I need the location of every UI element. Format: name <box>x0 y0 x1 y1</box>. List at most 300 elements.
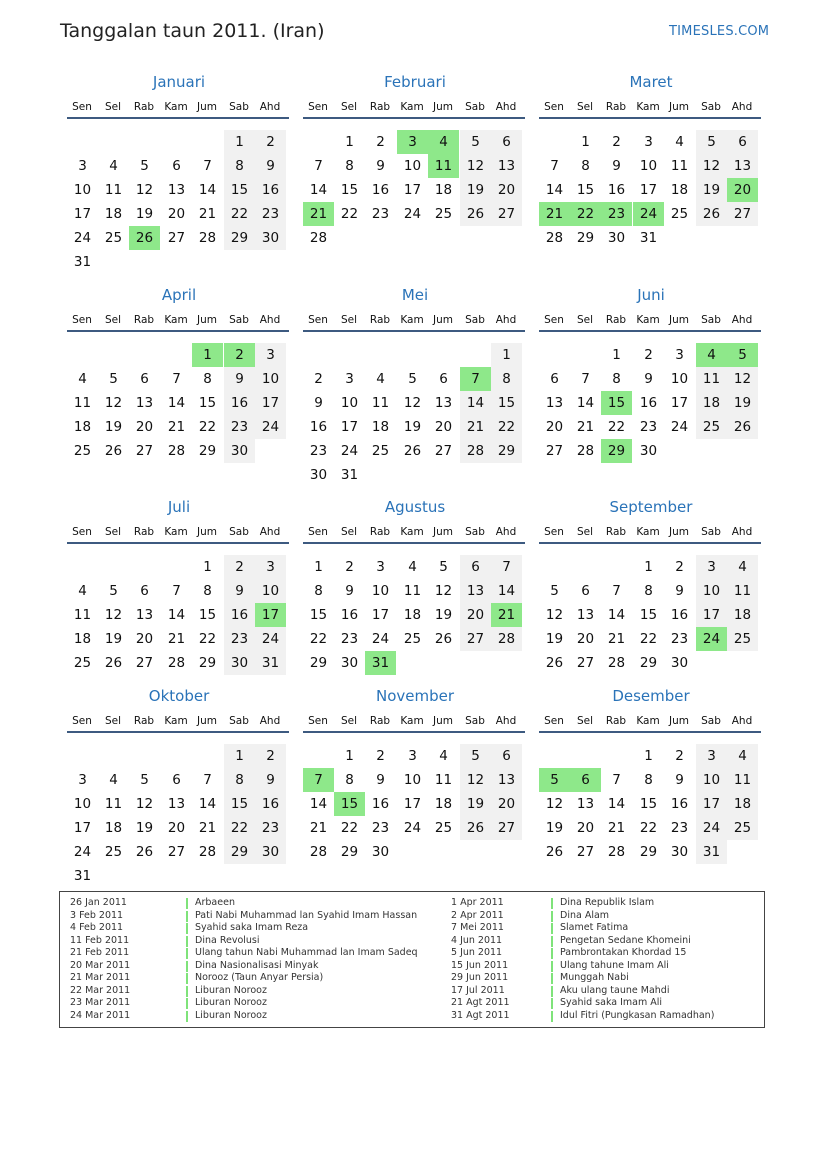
day-cell[interactable]: 6 <box>581 583 590 599</box>
day-cell[interactable]: 26 <box>434 631 453 647</box>
day-cell[interactable]: 8 <box>224 768 255 792</box>
day-cell[interactable]: 14 <box>607 796 626 812</box>
day-cell[interactable]: 28 <box>167 655 186 671</box>
day-cell[interactable]: 31 <box>639 230 658 246</box>
day-cell[interactable]: 12 <box>696 154 727 178</box>
day-cell[interactable]: 7 <box>203 772 212 788</box>
day-cell[interactable]: 29 <box>224 840 255 864</box>
day-cell[interactable]: 18 <box>696 391 727 415</box>
day-cell[interactable]: 17 <box>696 792 727 816</box>
day-cell[interactable]: 9 <box>345 583 354 599</box>
day-cell[interactable]: 30 <box>224 651 255 675</box>
day-cell[interactable]: 4 <box>78 583 87 599</box>
day-cell[interactable]: 31 <box>73 254 92 270</box>
day-cell[interactable]: 24 <box>73 844 92 860</box>
day-cell[interactable]: 15 <box>639 796 658 812</box>
day-cell[interactable]: 22 <box>639 820 658 836</box>
day-cell[interactable]: 11 <box>403 583 422 599</box>
day-cell[interactable]: 9 <box>675 772 684 788</box>
day-cell[interactable]: 9 <box>376 158 385 174</box>
day-cell[interactable]: 22 <box>340 820 359 836</box>
day-cell[interactable]: 30 <box>255 226 286 250</box>
day-cell[interactable]: 10 <box>371 583 390 599</box>
day-cell[interactable]: 3 <box>408 748 417 764</box>
day-cell[interactable]: 6 <box>550 371 559 387</box>
day-cell[interactable]: 6 <box>140 371 149 387</box>
holiday-day-cell[interactable]: 6 <box>570 768 601 792</box>
holiday-day-cell[interactable]: 24 <box>696 627 727 651</box>
day-cell[interactable]: 26 <box>727 415 758 439</box>
day-cell[interactable]: 11 <box>670 158 689 174</box>
day-cell[interactable]: 30 <box>255 840 286 864</box>
day-cell[interactable]: 6 <box>172 158 181 174</box>
day-cell[interactable]: 6 <box>439 371 448 387</box>
day-cell[interactable]: 10 <box>340 395 359 411</box>
day-cell[interactable]: 12 <box>727 367 758 391</box>
day-cell[interactable]: 11 <box>371 395 390 411</box>
day-cell[interactable]: 25 <box>371 443 390 459</box>
day-cell[interactable]: 19 <box>696 178 727 202</box>
day-cell[interactable]: 27 <box>545 443 564 459</box>
day-cell[interactable]: 3 <box>696 744 727 768</box>
holiday-day-cell[interactable]: 1 <box>192 343 223 367</box>
holiday-day-cell[interactable]: 24 <box>633 202 664 226</box>
day-cell[interactable]: 27 <box>135 443 154 459</box>
holiday-day-cell[interactable]: 15 <box>601 391 632 415</box>
day-cell[interactable]: 20 <box>167 820 186 836</box>
day-cell[interactable]: 22 <box>340 206 359 222</box>
day-cell[interactable]: 21 <box>607 631 626 647</box>
day-cell[interactable]: 12 <box>135 796 154 812</box>
day-cell[interactable]: 13 <box>491 154 522 178</box>
day-cell[interactable]: 25 <box>670 206 689 222</box>
day-cell[interactable]: 21 <box>167 631 186 647</box>
day-cell[interactable]: 24 <box>340 443 359 459</box>
day-cell[interactable]: 9 <box>224 367 255 391</box>
day-cell[interactable]: 17 <box>73 206 92 222</box>
day-cell[interactable]: 12 <box>545 796 564 812</box>
day-cell[interactable]: 11 <box>727 768 758 792</box>
day-cell[interactable]: 5 <box>140 158 149 174</box>
day-cell[interactable]: 7 <box>550 158 559 174</box>
day-cell[interactable]: 16 <box>639 395 658 411</box>
day-cell[interactable]: 18 <box>73 631 92 647</box>
day-cell[interactable]: 10 <box>73 182 92 198</box>
day-cell[interactable]: 24 <box>696 816 727 840</box>
day-cell[interactable]: 28 <box>491 627 522 651</box>
day-cell[interactable]: 2 <box>644 347 653 363</box>
day-cell[interactable]: 23 <box>224 415 255 439</box>
day-cell[interactable]: 27 <box>491 816 522 840</box>
holiday-day-cell[interactable]: 20 <box>727 178 758 202</box>
day-cell[interactable]: 14 <box>491 579 522 603</box>
day-cell[interactable]: 5 <box>109 583 118 599</box>
day-cell[interactable]: 27 <box>167 844 186 860</box>
day-cell[interactable]: 1 <box>314 559 323 575</box>
day-cell[interactable]: 3 <box>376 559 385 575</box>
day-cell[interactable]: 10 <box>255 579 286 603</box>
day-cell[interactable]: 19 <box>104 631 123 647</box>
day-cell[interactable]: 29 <box>198 655 217 671</box>
day-cell[interactable]: 28 <box>198 230 217 246</box>
day-cell[interactable]: 15 <box>576 182 595 198</box>
day-cell[interactable]: 10 <box>696 768 727 792</box>
day-cell[interactable]: 13 <box>545 395 564 411</box>
day-cell[interactable]: 11 <box>73 395 92 411</box>
day-cell[interactable]: 8 <box>345 772 354 788</box>
day-cell[interactable]: 24 <box>73 230 92 246</box>
day-cell[interactable]: 26 <box>696 202 727 226</box>
day-cell[interactable]: 9 <box>675 583 684 599</box>
holiday-day-cell[interactable]: 11 <box>428 154 459 178</box>
day-cell[interactable]: 1 <box>224 744 255 768</box>
day-cell[interactable]: 5 <box>109 371 118 387</box>
day-cell[interactable]: 8 <box>314 583 323 599</box>
day-cell[interactable]: 29 <box>639 844 658 860</box>
day-cell[interactable]: 1 <box>581 134 590 150</box>
day-cell[interactable]: 13 <box>167 182 186 198</box>
day-cell[interactable]: 22 <box>639 631 658 647</box>
day-cell[interactable]: 2 <box>675 748 684 764</box>
day-cell[interactable]: 28 <box>576 443 595 459</box>
day-cell[interactable]: 7 <box>314 158 323 174</box>
day-cell[interactable]: 4 <box>439 748 448 764</box>
day-cell[interactable]: 11 <box>434 772 453 788</box>
day-cell[interactable]: 18 <box>727 603 758 627</box>
day-cell[interactable]: 3 <box>78 772 87 788</box>
day-cell[interactable]: 6 <box>172 772 181 788</box>
day-cell[interactable]: 30 <box>340 655 359 671</box>
day-cell[interactable]: 11 <box>104 182 123 198</box>
day-cell[interactable]: 8 <box>581 158 590 174</box>
day-cell[interactable]: 27 <box>135 655 154 671</box>
day-cell[interactable]: 22 <box>607 419 626 435</box>
day-cell[interactable]: 28 <box>309 844 328 860</box>
day-cell[interactable]: 1 <box>644 559 653 575</box>
day-cell[interactable]: 27 <box>576 844 595 860</box>
day-cell[interactable]: 29 <box>576 230 595 246</box>
day-cell[interactable]: 16 <box>340 607 359 623</box>
day-cell[interactable]: 14 <box>167 607 186 623</box>
day-cell[interactable]: 26 <box>403 443 422 459</box>
day-cell[interactable]: 1 <box>612 347 621 363</box>
holiday-day-cell[interactable]: 21 <box>539 202 570 226</box>
day-cell[interactable]: 8 <box>203 371 212 387</box>
day-cell[interactable]: 23 <box>670 820 689 836</box>
day-cell[interactable]: 19 <box>403 419 422 435</box>
day-cell[interactable]: 12 <box>104 607 123 623</box>
day-cell[interactable]: 12 <box>104 395 123 411</box>
day-cell[interactable]: 18 <box>434 796 453 812</box>
day-cell[interactable]: 28 <box>545 230 564 246</box>
day-cell[interactable]: 27 <box>576 655 595 671</box>
day-cell[interactable]: 23 <box>224 627 255 651</box>
day-cell[interactable]: 22 <box>198 419 217 435</box>
day-cell[interactable]: 2 <box>376 134 385 150</box>
day-cell[interactable]: 18 <box>371 419 390 435</box>
day-cell[interactable]: 23 <box>255 202 286 226</box>
day-cell[interactable]: 3 <box>644 134 653 150</box>
day-cell[interactable]: 20 <box>576 631 595 647</box>
day-cell[interactable]: 2 <box>612 134 621 150</box>
day-cell[interactable]: 7 <box>172 583 181 599</box>
holiday-day-cell[interactable]: 15 <box>334 792 365 816</box>
day-cell[interactable]: 13 <box>576 796 595 812</box>
day-cell[interactable]: 24 <box>255 415 286 439</box>
day-cell[interactable]: 4 <box>675 134 684 150</box>
day-cell[interactable]: 21 <box>167 419 186 435</box>
holiday-day-cell[interactable]: 22 <box>570 202 601 226</box>
day-cell[interactable]: 25 <box>727 627 758 651</box>
day-cell[interactable]: 17 <box>255 391 286 415</box>
day-cell[interactable]: 26 <box>460 202 491 226</box>
day-cell[interactable]: 22 <box>491 415 522 439</box>
day-cell[interactable]: 22 <box>224 202 255 226</box>
day-cell[interactable]: 29 <box>224 226 255 250</box>
day-cell[interactable]: 31 <box>340 467 359 483</box>
day-cell[interactable]: 27 <box>434 443 453 459</box>
day-cell[interactable]: 25 <box>696 415 727 439</box>
day-cell[interactable]: 26 <box>104 443 123 459</box>
day-cell[interactable]: 2 <box>345 559 354 575</box>
day-cell[interactable]: 16 <box>255 792 286 816</box>
day-cell[interactable]: 18 <box>670 182 689 198</box>
day-cell[interactable]: 16 <box>224 391 255 415</box>
day-cell[interactable]: 24 <box>371 631 390 647</box>
day-cell[interactable]: 1 <box>345 748 354 764</box>
day-cell[interactable]: 18 <box>104 206 123 222</box>
day-cell[interactable]: 17 <box>73 820 92 836</box>
day-cell[interactable]: 30 <box>371 844 390 860</box>
day-cell[interactable]: 4 <box>78 371 87 387</box>
day-cell[interactable]: 27 <box>491 202 522 226</box>
day-cell[interactable]: 19 <box>104 419 123 435</box>
holiday-day-cell[interactable]: 3 <box>397 130 428 154</box>
day-cell[interactable]: 29 <box>309 655 328 671</box>
day-cell[interactable]: 12 <box>545 607 564 623</box>
holiday-day-cell[interactable]: 5 <box>727 343 758 367</box>
day-cell[interactable]: 2 <box>675 559 684 575</box>
day-cell[interactable]: 18 <box>73 419 92 435</box>
day-cell[interactable]: 12 <box>434 583 453 599</box>
day-cell[interactable]: 8 <box>612 371 621 387</box>
day-cell[interactable]: 19 <box>135 820 154 836</box>
day-cell[interactable]: 11 <box>104 796 123 812</box>
day-cell[interactable]: 10 <box>639 158 658 174</box>
day-cell[interactable]: 23 <box>340 631 359 647</box>
day-cell[interactable]: 16 <box>670 607 689 623</box>
day-cell[interactable]: 5 <box>439 559 448 575</box>
day-cell[interactable]: 4 <box>727 744 758 768</box>
day-cell[interactable]: 20 <box>167 206 186 222</box>
day-cell[interactable]: 14 <box>309 182 328 198</box>
day-cell[interactable]: 20 <box>460 603 491 627</box>
day-cell[interactable]: 17 <box>371 607 390 623</box>
day-cell[interactable]: 13 <box>135 607 154 623</box>
day-cell[interactable]: 23 <box>670 631 689 647</box>
day-cell[interactable]: 4 <box>109 158 118 174</box>
day-cell[interactable]: 10 <box>403 772 422 788</box>
day-cell[interactable]: 10 <box>73 796 92 812</box>
day-cell[interactable]: 2 <box>376 748 385 764</box>
day-cell[interactable]: 15 <box>198 395 217 411</box>
day-cell[interactable]: 28 <box>607 844 626 860</box>
day-cell[interactable]: 6 <box>491 130 522 154</box>
day-cell[interactable]: 20 <box>576 820 595 836</box>
day-cell[interactable]: 13 <box>167 796 186 812</box>
day-cell[interactable]: 23 <box>255 816 286 840</box>
brand-logo-link[interactable]: TIMESLES.COM <box>669 24 770 39</box>
day-cell[interactable]: 1 <box>491 343 522 367</box>
day-cell[interactable]: 24 <box>403 820 422 836</box>
day-cell[interactable]: 28 <box>309 230 328 246</box>
day-cell[interactable]: 1 <box>203 559 212 575</box>
day-cell[interactable]: 13 <box>576 607 595 623</box>
day-cell[interactable]: 25 <box>104 230 123 246</box>
day-cell[interactable]: 20 <box>135 419 154 435</box>
day-cell[interactable]: 30 <box>639 443 658 459</box>
holiday-day-cell[interactable]: 23 <box>601 202 632 226</box>
day-cell[interactable]: 18 <box>104 820 123 836</box>
day-cell[interactable]: 4 <box>376 371 385 387</box>
day-cell[interactable]: 3 <box>78 158 87 174</box>
day-cell[interactable]: 29 <box>639 655 658 671</box>
day-cell[interactable]: 16 <box>371 182 390 198</box>
day-cell[interactable]: 22 <box>309 631 328 647</box>
day-cell[interactable]: 9 <box>314 395 323 411</box>
day-cell[interactable]: 6 <box>140 583 149 599</box>
day-cell[interactable]: 31 <box>255 651 286 675</box>
day-cell[interactable]: 30 <box>670 844 689 860</box>
day-cell[interactable]: 3 <box>255 343 286 367</box>
day-cell[interactable]: 7 <box>581 371 590 387</box>
day-cell[interactable]: 8 <box>224 154 255 178</box>
day-cell[interactable]: 23 <box>309 443 328 459</box>
day-cell[interactable]: 16 <box>371 796 390 812</box>
day-cell[interactable]: 21 <box>309 820 328 836</box>
day-cell[interactable]: 27 <box>167 230 186 246</box>
day-cell[interactable]: 17 <box>340 419 359 435</box>
holiday-day-cell[interactable]: 4 <box>428 130 459 154</box>
day-cell[interactable]: 8 <box>345 158 354 174</box>
day-cell[interactable]: 14 <box>545 182 564 198</box>
day-cell[interactable]: 9 <box>224 579 255 603</box>
day-cell[interactable]: 16 <box>670 796 689 812</box>
day-cell[interactable]: 14 <box>460 391 491 415</box>
day-cell[interactable]: 12 <box>460 768 491 792</box>
day-cell[interactable]: 24 <box>403 206 422 222</box>
day-cell[interactable]: 19 <box>460 792 491 816</box>
holiday-day-cell[interactable]: 7 <box>460 367 491 391</box>
day-cell[interactable]: 21 <box>460 415 491 439</box>
day-cell[interactable]: 2 <box>255 130 286 154</box>
day-cell[interactable]: 5 <box>140 772 149 788</box>
day-cell[interactable]: 30 <box>224 439 255 463</box>
day-cell[interactable]: 28 <box>167 443 186 459</box>
day-cell[interactable]: 15 <box>224 792 255 816</box>
day-cell[interactable]: 6 <box>491 744 522 768</box>
day-cell[interactable]: 19 <box>727 391 758 415</box>
day-cell[interactable]: 16 <box>255 178 286 202</box>
day-cell[interactable]: 18 <box>434 182 453 198</box>
day-cell[interactable]: 8 <box>644 772 653 788</box>
day-cell[interactable]: 15 <box>491 391 522 415</box>
day-cell[interactable]: 20 <box>491 178 522 202</box>
day-cell[interactable]: 19 <box>545 631 564 647</box>
holiday-day-cell[interactable]: 31 <box>365 651 396 675</box>
day-cell[interactable]: 26 <box>104 655 123 671</box>
day-cell[interactable]: 18 <box>727 792 758 816</box>
day-cell[interactable]: 9 <box>376 772 385 788</box>
day-cell[interactable]: 7 <box>612 772 621 788</box>
day-cell[interactable]: 11 <box>696 367 727 391</box>
day-cell[interactable]: 25 <box>434 206 453 222</box>
holiday-day-cell[interactable]: 5 <box>539 768 570 792</box>
day-cell[interactable]: 9 <box>644 371 653 387</box>
day-cell[interactable]: 25 <box>73 443 92 459</box>
day-cell[interactable]: 16 <box>224 603 255 627</box>
day-cell[interactable]: 17 <box>696 603 727 627</box>
day-cell[interactable]: 21 <box>576 419 595 435</box>
day-cell[interactable]: 13 <box>434 395 453 411</box>
day-cell[interactable]: 23 <box>371 206 390 222</box>
day-cell[interactable]: 30 <box>670 655 689 671</box>
day-cell[interactable]: 25 <box>104 844 123 860</box>
day-cell[interactable]: 14 <box>198 182 217 198</box>
day-cell[interactable]: 23 <box>371 820 390 836</box>
day-cell[interactable]: 26 <box>545 655 564 671</box>
day-cell[interactable]: 20 <box>434 419 453 435</box>
day-cell[interactable]: 4 <box>408 559 417 575</box>
day-cell[interactable]: 7 <box>203 158 212 174</box>
day-cell[interactable]: 17 <box>639 182 658 198</box>
day-cell[interactable]: 28 <box>607 655 626 671</box>
day-cell[interactable]: 15 <box>340 182 359 198</box>
day-cell[interactable]: 26 <box>545 844 564 860</box>
day-cell[interactable]: 2 <box>314 371 323 387</box>
day-cell[interactable]: 10 <box>670 371 689 387</box>
day-cell[interactable]: 24 <box>255 627 286 651</box>
day-cell[interactable]: 5 <box>408 371 417 387</box>
day-cell[interactable]: 3 <box>345 371 354 387</box>
day-cell[interactable]: 24 <box>670 419 689 435</box>
day-cell[interactable]: 31 <box>73 868 92 884</box>
day-cell[interactable]: 1 <box>345 134 354 150</box>
day-cell[interactable]: 13 <box>460 579 491 603</box>
day-cell[interactable]: 7 <box>172 371 181 387</box>
day-cell[interactable]: 5 <box>460 744 491 768</box>
day-cell[interactable]: 9 <box>255 768 286 792</box>
day-cell[interactable]: 6 <box>727 130 758 154</box>
holiday-day-cell[interactable]: 21 <box>303 202 334 226</box>
day-cell[interactable]: 25 <box>434 820 453 836</box>
day-cell[interactable]: 1 <box>644 748 653 764</box>
day-cell[interactable]: 28 <box>198 844 217 860</box>
day-cell[interactable]: 30 <box>607 230 626 246</box>
day-cell[interactable]: 19 <box>545 820 564 836</box>
day-cell[interactable]: 1 <box>224 130 255 154</box>
holiday-day-cell[interactable]: 2 <box>224 343 255 367</box>
day-cell[interactable]: 17 <box>403 182 422 198</box>
day-cell[interactable]: 13 <box>727 154 758 178</box>
day-cell[interactable]: 26 <box>135 844 154 860</box>
day-cell[interactable]: 30 <box>309 467 328 483</box>
day-cell[interactable]: 14 <box>607 607 626 623</box>
day-cell[interactable]: 9 <box>612 158 621 174</box>
day-cell[interactable]: 25 <box>403 631 422 647</box>
day-cell[interactable]: 20 <box>135 631 154 647</box>
day-cell[interactable]: 16 <box>309 419 328 435</box>
